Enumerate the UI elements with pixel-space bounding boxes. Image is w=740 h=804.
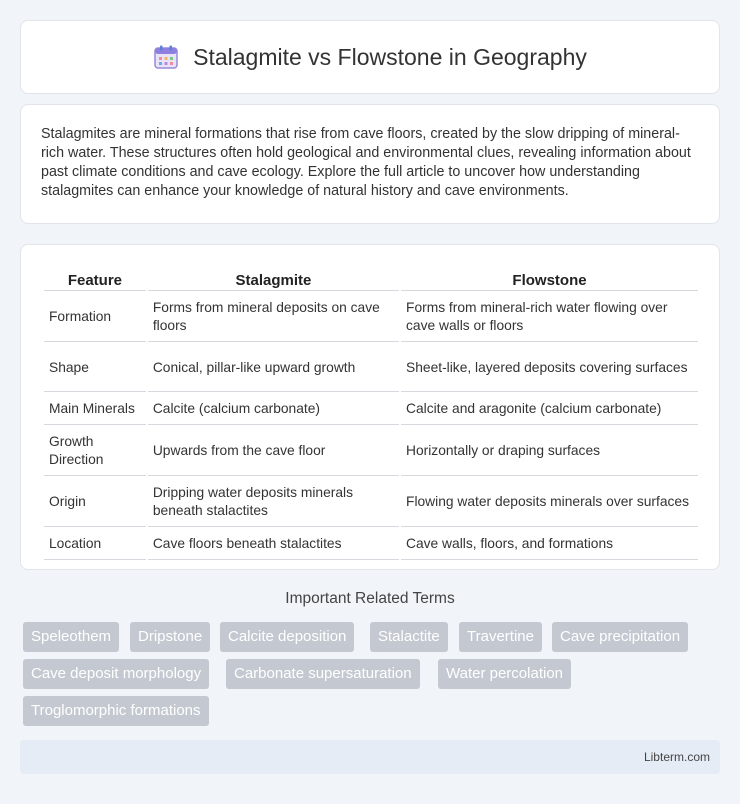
tag-speleothem[interactable]: Speleothem (23, 622, 119, 652)
table-header-row (44, 267, 698, 291)
stalagmite-cell: Cave floors beneath stalactites (148, 529, 399, 560)
tag-troglomorphic-formations[interactable]: Troglomorphic formations (23, 696, 209, 726)
tag-travertine[interactable]: Travertine (459, 622, 542, 652)
flowstone-cell: Calcite and aragonite (calcium carbonate) (401, 394, 698, 425)
flowstone-cell: Sheet-like, layered deposits covering surfaces (401, 344, 698, 392)
stalagmite-cell: Forms from mineral deposits on cave floors (148, 293, 399, 342)
table-row (44, 293, 698, 342)
footer (20, 740, 720, 774)
table-row (44, 394, 698, 425)
feature-cell: Growth Direction (44, 427, 146, 476)
table-row (44, 529, 698, 560)
intro-card (20, 104, 720, 224)
stalagmite-cell: Conical, pillar-like upward growth (148, 344, 399, 392)
table-row (44, 344, 698, 392)
tag-dripstone[interactable]: Dripstone (130, 622, 210, 652)
page-title: Stalagmite vs Flowstone in Geography (193, 43, 587, 70)
tag-calcite-deposition[interactable]: Calcite deposition (220, 622, 354, 652)
stalagmite-cell: Upwards from the cave floor (148, 427, 399, 476)
tag-cave-precipitation[interactable]: Cave precipitation (552, 622, 688, 652)
table-row (44, 427, 698, 476)
header-flowstone: Flowstone (401, 267, 698, 291)
title-wrap (153, 44, 587, 71)
feature-cell: Main Minerals (44, 394, 146, 425)
table-row (44, 478, 698, 527)
footer-site-link[interactable]: Libterm.com (643, 750, 710, 764)
comparison-table-card (20, 244, 720, 570)
flowstone-cell: Flowing water deposits minerals over surfaces (401, 478, 698, 527)
feature-cell: Origin (44, 478, 146, 527)
tag-water-percolation[interactable]: Water percolation (438, 659, 571, 689)
header-feature: Feature (44, 267, 146, 291)
stalagmite-cell: Calcite (calcium carbonate) (148, 394, 399, 425)
feature-cell: Location (44, 529, 146, 560)
flowstone-cell: Cave walls, floors, and formations (401, 529, 698, 560)
tag-carbonate-supersaturation[interactable]: Carbonate supersaturation (226, 659, 420, 689)
related-terms-title: Important Related Terms (285, 590, 455, 607)
flowstone-cell: Forms from mineral-rich water flowing over cave walls or floors (401, 293, 698, 342)
stalagmite-cell: Dripping water deposits minerals beneath stalactites (148, 478, 399, 527)
tag-cave-deposit-morphology[interactable]: Cave deposit morphology (23, 659, 209, 689)
comparison-table (42, 265, 700, 562)
flowstone-cell: Horizontally or draping surfaces (401, 427, 698, 476)
intro-paragraph: Stalagmites are mineral formations that rise from cave floors, created by the slow dripping of mineral-rich water. These structures often hold geological and environmental clues, revealing information about past climate conditions and cave ecology. Explore the full article to uncover how understanding stalagmites can enhance your knowledge of natural history and cave environments. (41, 126, 691, 199)
calendar-icon (153, 44, 179, 70)
tag-stalactite[interactable]: Stalactite (370, 622, 448, 652)
feature-cell: Shape (44, 344, 146, 392)
feature-cell: Formation (44, 293, 146, 342)
header-stalagmite: Stalagmite (148, 267, 399, 291)
header-card (20, 20, 720, 94)
